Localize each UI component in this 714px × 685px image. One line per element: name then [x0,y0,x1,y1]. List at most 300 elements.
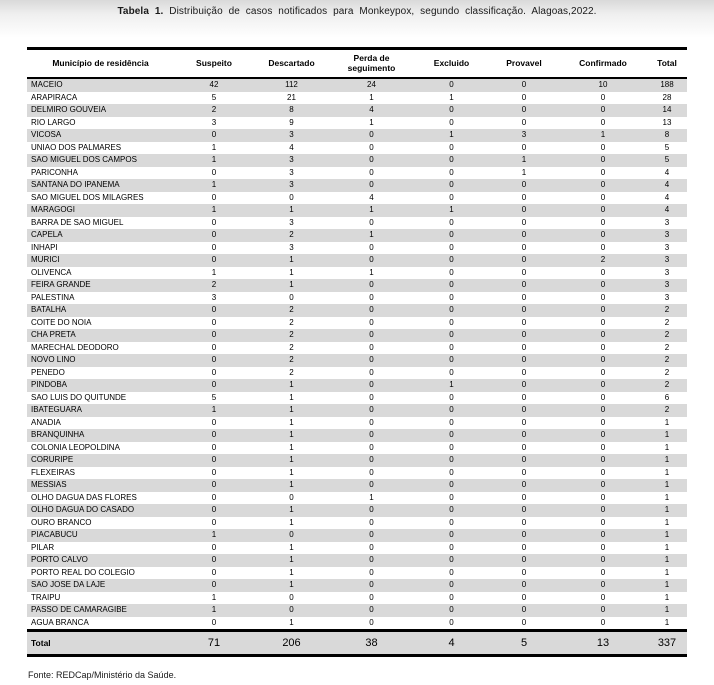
value-cell: 13 [662,117,672,127]
value-cell: 0 [521,242,527,252]
value-cell: 1 [289,555,294,565]
value-cell: 0 [521,542,527,552]
value-cell: 0 [449,217,454,227]
municipality-cell: CHA PRETA [31,330,76,340]
value-cell: 0 [449,580,454,590]
value-cell: 0 [600,92,606,102]
value-cell: 0 [521,517,527,527]
value-cell: 188 [660,80,674,90]
total-value-cell: 4 [414,631,489,656]
value-cell: 1 [211,267,217,277]
value-cell: 0 [449,142,454,152]
value-cell: 0 [521,605,527,615]
value-cell: 0 [449,367,454,377]
value-cell: 1 [664,605,670,615]
value-cell: 0 [369,530,374,540]
value-cell: 0 [449,105,454,115]
value-cell: 0 [289,492,294,502]
value-cell: 3 [289,217,294,227]
municipality-cell: OLHO DAGUA DAS FLORES [31,492,137,502]
value-cell: 4 [664,167,670,177]
value-cell: 0 [449,342,454,352]
value-cell: 0 [289,605,294,615]
value-cell: 0 [289,592,294,602]
value-cell: 0 [600,480,606,490]
table-row [27,429,687,442]
value-cell: 1 [211,592,217,602]
table-row [27,379,687,392]
value-cell: 0 [369,317,374,327]
value-cell: 4 [369,105,374,115]
value-cell: 0 [211,230,217,240]
col-header-municipio-de-residencia: Município de residência [27,49,174,79]
value-cell: 0 [211,367,217,377]
value-cell: 3 [664,217,670,227]
table-row [27,592,687,605]
value-cell: 0 [521,617,527,627]
municipality-cell: SANTANA DO IPANEMA [31,180,120,190]
value-cell: 0 [369,517,374,527]
value-cell: 0 [449,542,454,552]
value-cell: 0 [600,167,606,177]
value-cell: 0 [600,442,606,452]
value-cell: 0 [289,530,294,540]
table-row [27,204,687,217]
value-cell: 0 [600,617,606,627]
value-cell: 0 [449,230,454,240]
value-cell: 0 [600,392,606,402]
value-cell: 5 [664,155,670,165]
value-cell: 0 [369,392,374,402]
table-footer [27,631,687,656]
value-cell: 0 [600,467,606,477]
value-cell: 0 [211,442,217,452]
value-cell: 0 [449,117,454,127]
municipality-cell: INHAPI [31,242,58,252]
value-cell: 0 [521,492,527,502]
municipality-cell: AGUA BRANCA [31,617,89,627]
municipality-cell: PORTO CALVO [31,555,88,565]
value-cell: 0 [211,305,217,315]
municipality-cell: FEIRA GRANDE [31,280,91,290]
value-cell: 112 [285,80,298,90]
value-cell: 0 [600,592,606,602]
col-header-excluido: Excluido [414,49,489,79]
value-cell: 1 [664,492,670,502]
value-cell: 0 [369,217,374,227]
municipality-cell: CORURIPE [31,455,74,465]
col-header-suspeito: Suspeito [174,49,254,79]
municipality-cell: DELMIRO GOUVEIA [31,105,107,115]
value-cell: 3 [664,255,670,265]
value-cell: 2 [289,342,294,352]
value-cell: 0 [600,455,606,465]
value-cell: 0 [369,442,374,452]
municipality-cell: SAO LUIS DO QUITUNDE [31,392,127,402]
municipality-cell: PORTO REAL DO COLEGIO [31,567,135,577]
table-row [27,354,687,367]
value-cell: 0 [449,492,454,502]
value-cell: 1 [664,455,670,465]
value-cell: 0 [449,442,454,452]
value-cell: 0 [369,167,374,177]
value-cell: 1 [369,117,374,127]
value-cell: 0 [521,367,527,377]
value-cell: 1 [289,617,294,627]
municipality-cell: PINDOBA [31,380,68,390]
value-cell: 0 [600,142,606,152]
value-cell: 1 [369,230,374,240]
value-cell: 0 [521,530,527,540]
value-cell: 0 [369,555,374,565]
value-cell: 0 [449,530,454,540]
value-cell: 0 [211,555,217,565]
value-cell: 14 [662,105,672,115]
value-cell: 10 [598,80,608,90]
value-cell: 5 [664,142,670,152]
value-cell: 3 [664,292,670,302]
value-cell: 0 [600,292,606,302]
value-cell: 0 [521,317,527,327]
value-cell: 2 [289,367,294,377]
value-cell: 0 [369,380,374,390]
value-cell: 3 [211,117,217,127]
value-cell: 4 [289,142,294,152]
value-cell: 1 [369,205,374,215]
value-cell: 0 [600,492,606,502]
value-cell: 1 [664,567,670,577]
value-cell: 0 [369,330,374,340]
value-cell: 2 [664,367,670,377]
value-cell: 1 [211,205,217,215]
municipality-cell: SAO JOSE DA LAJE [31,580,106,590]
table-title-label: Tabela 1. [117,6,164,17]
value-cell: 0 [600,267,606,277]
value-cell: 0 [449,155,454,165]
value-cell: 0 [211,342,217,352]
table-row [27,442,687,455]
value-cell: 0 [211,505,217,515]
value-cell: 2 [664,342,670,352]
municipality-cell: TRAIPU [31,592,61,602]
table-row [27,229,687,242]
value-cell: 0 [369,542,374,552]
table-row [27,404,687,417]
value-cell: 0 [211,492,217,502]
table-row [27,367,687,380]
table-row [27,542,687,555]
value-cell: 1 [664,592,670,602]
value-cell: 0 [211,417,217,427]
value-cell: 0 [211,580,217,590]
value-cell: 0 [369,142,374,152]
value-cell: 1 [664,580,670,590]
table-row [27,417,687,430]
value-cell: 0 [211,480,217,490]
value-cell: 0 [449,242,454,252]
value-cell: 0 [521,430,527,440]
value-cell: 0 [600,117,606,127]
value-cell: 1 [664,442,670,452]
value-cell: 0 [369,405,374,415]
value-cell: 0 [289,192,294,202]
value-cell: 0 [211,430,217,440]
value-cell: 0 [521,567,527,577]
municipality-cell: BARRA DE SAO MIGUEL [31,217,124,227]
total-value-cell: 13 [559,631,647,656]
value-cell: 0 [600,430,606,440]
value-cell: 0 [211,567,217,577]
value-cell: 1 [664,467,670,477]
value-cell: 0 [521,80,527,90]
source-note: Fonte: REDCap/Ministério da Saúde. [28,670,177,681]
value-cell: 1 [664,480,670,490]
municipality-cell: NOVO LINO [31,355,76,365]
value-cell: 0 [521,480,527,490]
value-cell: 1 [664,505,670,515]
table-row [27,154,687,167]
value-cell: 0 [521,292,527,302]
table-row [27,217,687,230]
value-cell: 0 [600,505,606,515]
municipality-cell: BRANQUINHA [31,430,85,440]
value-cell: 2 [664,305,670,315]
value-cell: 1 [664,617,670,627]
value-cell: 0 [369,592,374,602]
value-cell: 1 [289,567,294,577]
table-row [27,467,687,480]
value-cell: 0 [211,617,217,627]
value-cell: 0 [369,130,374,140]
value-cell: 0 [211,455,217,465]
value-cell: 1 [521,155,527,165]
value-cell: 0 [449,405,454,415]
municipality-cell: OURO BRANCO [31,517,92,527]
value-cell: 1 [289,517,294,527]
value-cell: 0 [369,180,374,190]
value-cell: 2 [664,405,670,415]
value-cell: 0 [521,92,527,102]
value-cell: 0 [369,455,374,465]
municipality-cell: MACEIO [31,80,63,90]
table-row [27,567,687,580]
value-cell: 8 [664,130,670,140]
value-cell: 0 [449,417,454,427]
table-title [0,0,714,17]
total-value-cell: 337 [647,631,687,656]
table-row [27,529,687,542]
municipality-cell: ARAPIRACA [31,92,78,102]
value-cell: 0 [211,317,217,327]
value-cell: 2 [664,380,670,390]
value-cell: 0 [600,555,606,565]
value-cell: 0 [521,142,527,152]
value-cell: 2 [664,317,670,327]
value-cell: 0 [521,117,527,127]
value-cell: 0 [449,180,454,190]
value-cell: 5 [211,392,217,402]
municipality-cell: MARAGOGI [31,205,76,215]
table-row [27,504,687,517]
table-row [27,167,687,180]
value-cell: 0 [600,305,606,315]
value-cell: 8 [289,105,294,115]
value-cell: 0 [600,530,606,540]
municipality-cell: RIO LARGO [31,117,76,127]
value-cell: 0 [600,342,606,352]
value-cell: 1 [600,130,606,140]
municipality-cell: COITE DO NOIA [31,317,92,327]
table-body [27,78,687,631]
value-cell: 0 [369,617,374,627]
total-value-cell: 71 [174,631,254,656]
col-header-descartado: Descartado [254,49,329,79]
value-cell: 0 [369,480,374,490]
municipality-cell: SAO MIGUEL DOS CAMPOS [31,155,137,165]
value-cell: 1 [289,392,294,402]
value-cell: 2 [289,355,294,365]
value-cell: 3 [289,242,294,252]
total-value-cell: 206 [254,631,329,656]
value-cell: 0 [521,392,527,402]
table-row [27,329,687,342]
municipality-cell: VICOSA [31,130,62,140]
value-cell: 0 [449,292,454,302]
municipality-cell: PIACABUCU [31,530,78,540]
value-cell: 0 [449,280,454,290]
value-cell: 0 [521,192,527,202]
value-cell: 0 [600,192,606,202]
value-cell: 0 [521,105,527,115]
value-cell: 0 [600,242,606,252]
municipality-cell: OLIVENCA [31,267,72,277]
table-row [27,179,687,192]
value-cell: 1 [289,267,294,277]
value-cell: 2 [664,330,670,340]
value-cell: 1 [289,430,294,440]
table-row [27,342,687,355]
table-row [27,292,687,305]
municipality-cell: COLONIA LEOPOLDINA [31,442,120,452]
value-cell: 4 [664,192,670,202]
value-cell: 0 [600,217,606,227]
value-cell: 0 [369,155,374,165]
table-row [27,92,687,105]
table-row [27,78,687,92]
value-cell: 0 [369,467,374,477]
value-cell: 0 [600,567,606,577]
value-cell: 0 [369,280,374,290]
value-cell: 0 [369,567,374,577]
value-cell: 0 [600,230,606,240]
value-cell: 0 [600,517,606,527]
value-cell: 0 [211,330,217,340]
value-cell: 1 [211,405,217,415]
value-cell: 3 [211,292,217,302]
value-cell: 0 [521,330,527,340]
value-cell: 0 [521,280,527,290]
value-cell: 0 [369,342,374,352]
value-cell: 1 [664,517,670,527]
value-cell: 2 [289,230,294,240]
value-cell: 0 [369,242,374,252]
value-cell: 0 [600,542,606,552]
table-row [27,479,687,492]
value-cell: 0 [449,192,454,202]
municipality-cell: BATALHA [31,305,67,315]
value-cell: 0 [449,267,454,277]
value-cell: 1 [289,480,294,490]
municipality-cell: CAPELA [31,230,63,240]
municipality-cell: ANADIA [31,417,61,427]
value-cell: 0 [521,380,527,390]
value-cell: 0 [211,517,217,527]
table-row [27,517,687,530]
value-cell: 0 [369,505,374,515]
table-header [27,49,687,79]
value-cell: 0 [521,305,527,315]
value-cell: 0 [600,405,606,415]
value-cell: 0 [521,217,527,227]
value-cell: 0 [521,580,527,590]
table-row [27,579,687,592]
value-cell: 0 [449,455,454,465]
value-cell: 0 [369,367,374,377]
table-row [27,492,687,505]
table-row [27,604,687,617]
value-cell: 1 [521,167,527,177]
value-cell: 0 [449,567,454,577]
value-cell: 0 [521,180,527,190]
value-cell: 21 [287,92,296,102]
table-row [27,117,687,130]
value-cell: 0 [369,292,374,302]
col-header-provavel: Provavel [489,49,559,79]
value-cell: 0 [449,605,454,615]
table-row [27,617,687,631]
value-cell: 3 [521,130,527,140]
value-cell: 24 [367,80,376,90]
table-row [27,129,687,142]
value-cell: 0 [211,242,217,252]
value-cell: 9 [289,117,294,127]
value-cell: 3 [664,267,670,277]
value-cell: 0 [521,255,527,265]
value-cell: 0 [521,505,527,515]
value-cell: 3 [289,155,294,165]
value-cell: 0 [449,467,454,477]
table-row [27,242,687,255]
value-cell: 0 [600,580,606,590]
value-cell: 0 [211,130,217,140]
value-cell: 3 [289,130,294,140]
value-cell: 0 [600,155,606,165]
municipality-cell: OLHO DAGUA DO CASADO [31,505,135,515]
value-cell: 1 [369,92,374,102]
value-cell: 42 [209,80,219,90]
value-cell: 1 [289,280,294,290]
table-row [27,142,687,155]
municipality-cell: PENEDO [31,367,65,377]
value-cell: 0 [211,380,217,390]
value-cell: 0 [600,380,606,390]
value-cell: 0 [521,442,527,452]
table-row [27,267,687,280]
value-cell: 0 [369,355,374,365]
col-header-total: Total [647,49,687,79]
municipality-cell: PILAR [31,542,55,552]
value-cell: 0 [449,355,454,365]
